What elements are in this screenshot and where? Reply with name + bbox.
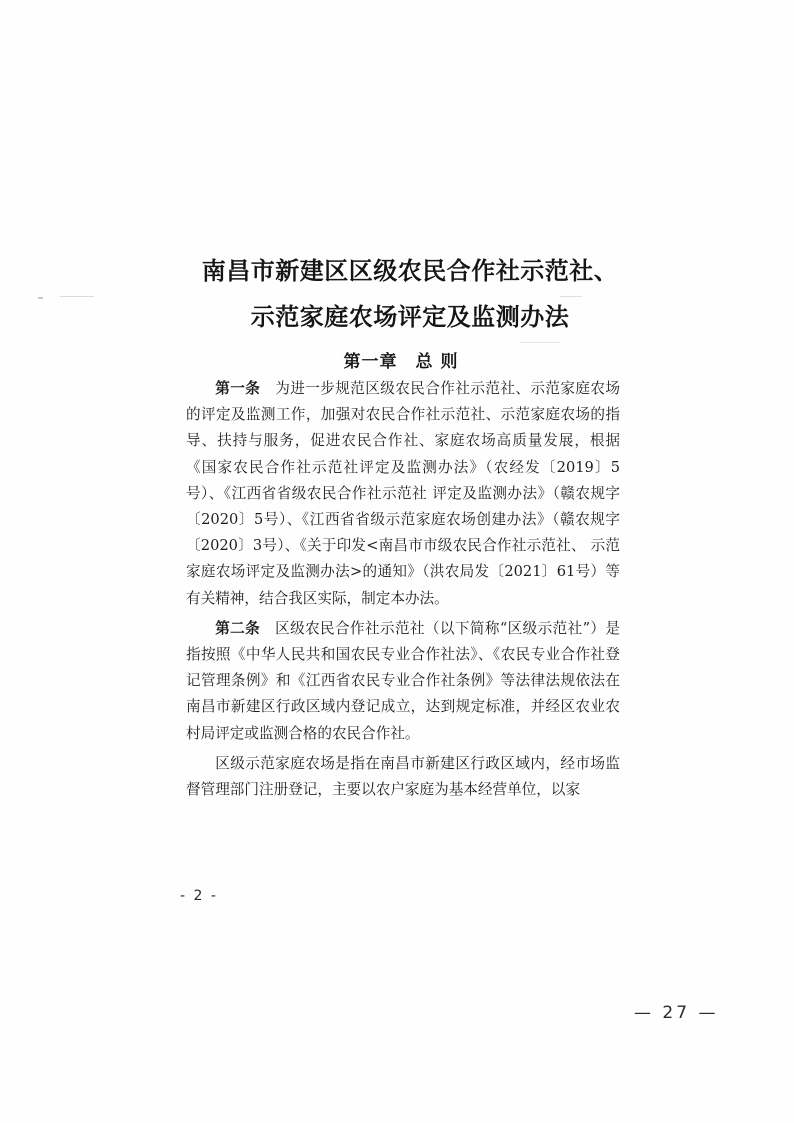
article-paragraph	[186, 751, 620, 803]
scan-mark	[38, 297, 43, 299]
article-paragraph	[186, 376, 620, 612]
scan-mark	[60, 296, 94, 297]
chapter-heading: 第一章 总 则	[343, 352, 459, 372]
inner-page-number: - 2 -	[180, 888, 218, 904]
article-label: 第二条	[215, 619, 261, 637]
article-text: 为进一步规范区级农民合作社示范社、示范家庭农场的评定及监测工作，加强对农民合作社示范社、示范家庭农场的指导、扶持与服务，促进农民合作社、家庭农场高质量发展，根据《国家农民合作社示范社评定及监测办法》（农经发〔2019〕5号）、《江西省省级农民合作社示范社 评定及监测办法》（赣农规字〔2020〕5号）、《江西省省级示范家庭农场创建办法》（赣农规字〔2020〕3号）、《关于印发<南昌市市级农民合作社示范社、 示范家庭农场评定及监测办法>的通知》（洪农局发〔2021〕61号）等有关精神，结合我区实际，制定本办法。	[186, 380, 620, 607]
article-text: 区级农民合作社示范社（以下简称“区级示范社”）是指按照《中华人民共和国农民专业合作社法》、《农民专业合作社登记管理条例》和《江西省农民专业合作社条例》等法律法规依法在南昌市新建区行政区域内登记成立，达到规定标准，并经区农业农村局评定或监测合格的农民合作社。	[186, 619, 620, 742]
body-text	[186, 376, 620, 803]
article-paragraph	[186, 616, 620, 747]
scan-mark	[520, 342, 560, 343]
title-line-2: 示范家庭农场评定及监测办法	[250, 302, 570, 331]
document-title	[150, 248, 670, 340]
outer-page-number: — 27 —	[634, 1003, 719, 1023]
article-text: 区级示范家庭农场是指在南昌市新建区行政区域内，经市场监督管理部门注册登记，主要以农户家庭为基本经营单位，以家	[186, 754, 620, 799]
title-line-1: 南昌市新建区区级农民合作社示范社、	[201, 256, 619, 285]
article-label: 第一条	[215, 380, 261, 397]
